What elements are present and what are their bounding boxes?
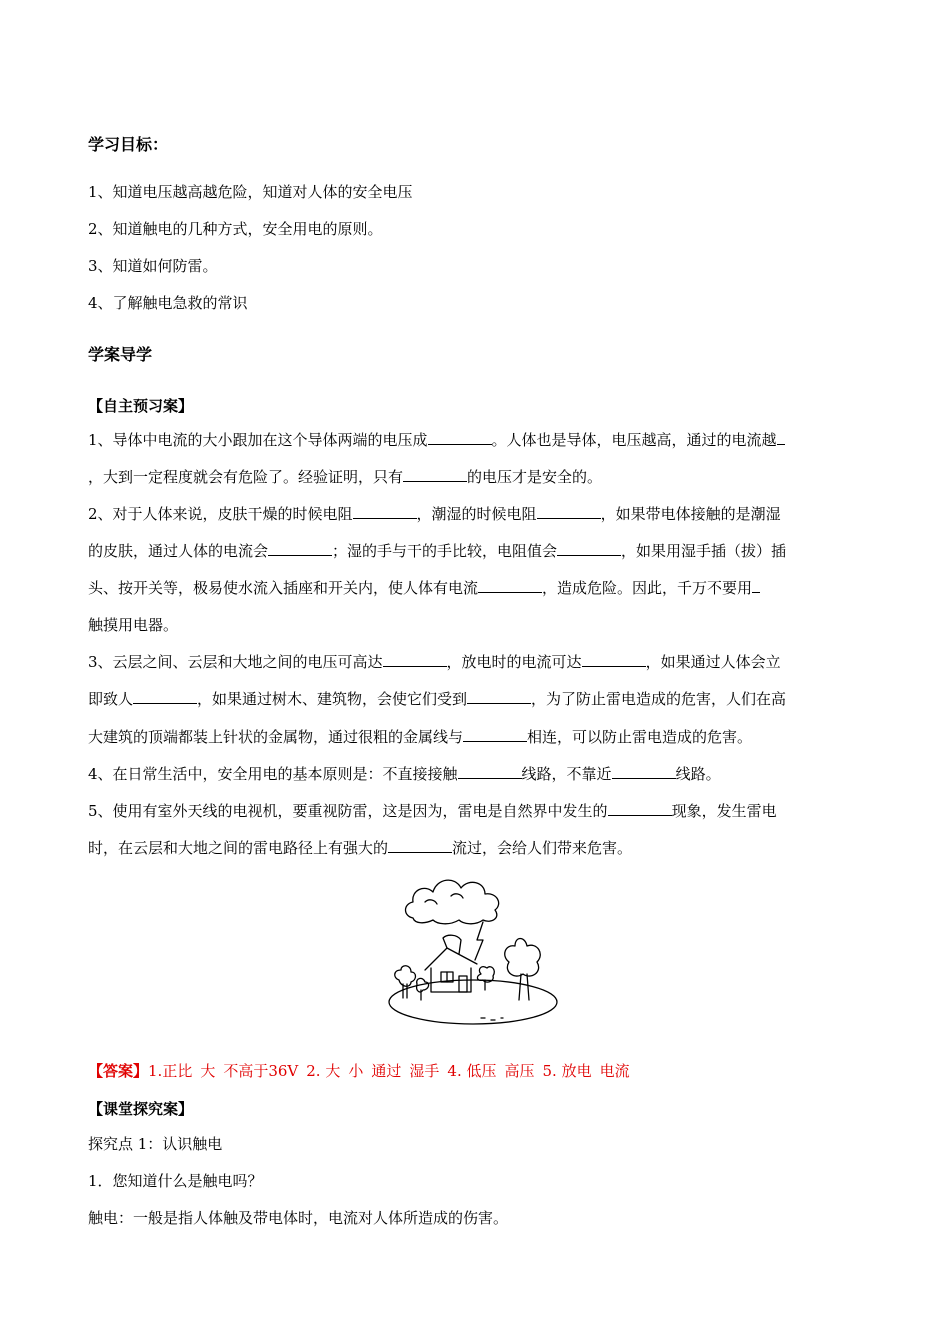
text: ，如果通过人体会立 [645,653,781,671]
answer-item: 4. 低压 [447,1062,497,1080]
text: ，大到一定程度就会有危险了。经验证明，只有 [88,468,404,486]
text: 5、使用有室外天线的电视机，要重视防雷，这是因为，雷电是自然界中发生的 [88,802,608,820]
text: 1、导体中电流的大小跟加在这个导体两端的电压成 [88,431,428,449]
preview-q2-line2 [88,541,786,561]
text: ；湿的手与干的手比较，电阻值会 [332,542,558,560]
tree-right [505,939,541,977]
classroom-definition: 触电：一般是指人体触及带电体时，电流对人体所造成的伤害。 [88,1209,509,1227]
preview-title: 【自主预习案】 [88,397,194,415]
preview-q3-line1 [88,652,781,672]
text: 大建筑的顶端都装上针状的金属物，通过很粗的金属线与 [88,728,464,746]
text: ，如果用湿手插（拔）插 [621,542,787,560]
answer-item: 5. 放电 [542,1062,592,1080]
text: 时，在云层和大地之间的雷电路径上有强大的 [88,839,389,857]
text: 4、在日常生活中，安全用电的基本原则是：不直接接触 [88,765,458,783]
preview-q5-line2 [88,838,632,858]
blank[interactable] [608,801,672,816]
blank[interactable] [612,764,676,779]
text: ，为了防止雷电造成的危害，人们在高 [531,690,787,708]
answer-item: 2. 大 [306,1062,341,1080]
preview-q2-line1 [88,504,781,524]
answer-item: 小 [348,1062,364,1080]
answer-label: 【答案】 [88,1062,149,1080]
text: 头、按开关等，极易使水流入插座和开关内，使人体有电流 [88,579,479,597]
objective-item-2: 2、知道触电的几种方式，安全用电的原则。 [88,220,383,238]
preview-q2-line4: 触摸用电器。 [88,616,179,634]
preview-q2-line3 [88,578,760,598]
text: ，如果通过树木、建筑物，会使它们受到 [197,690,468,708]
blank[interactable] [467,689,531,704]
preview-q1-line1 [88,430,785,450]
blank[interactable] [777,430,785,445]
blank[interactable] [388,838,452,853]
blank[interactable] [478,578,542,593]
blank[interactable] [537,504,601,519]
text: ，如果带电体接触的是潮湿 [600,505,781,523]
answer-item: 高压 [504,1062,535,1080]
blank[interactable] [268,541,332,556]
blank[interactable] [557,541,621,556]
classroom-title: 【课堂探究案】 [88,1100,194,1118]
blank[interactable] [428,430,492,445]
text: 相连，可以防止雷电造成的危害。 [527,728,753,746]
answer-item: 大 [200,1062,216,1080]
text: 即致人 [88,690,134,708]
blank[interactable] [383,652,447,667]
classroom-point1: 探究点 1：认识触电 [88,1135,223,1153]
blank[interactable] [463,727,527,742]
text: 现象，发生雷电 [671,802,777,820]
text: 2、对于人体来说，皮肤干燥的时候电阻 [88,505,353,523]
answer-item: 电流 [599,1062,630,1080]
text: 流过，会给人们带来危害。 [452,839,633,857]
answer-item: 湿手 [409,1062,440,1080]
text: 线路，不靠近 [521,765,612,783]
text: ，潮湿的时候电阻 [416,505,537,523]
blank[interactable] [458,764,522,779]
lightning-bolt [475,922,483,960]
text: 线路。 [675,765,721,783]
tree-left [395,966,416,987]
text: 。人体也是导体，电压越高，通过的电流越 [491,431,777,449]
cloud-outline [406,880,499,924]
preview-q3-line3 [88,727,752,747]
text: ，放电时的电流可达 [446,653,582,671]
answer-line [88,1060,638,1081]
answer-item: 1.正比 [148,1062,193,1080]
objective-item-4: 4、了解触电急救的常识 [88,294,248,312]
preview-q3-line2 [88,689,786,709]
classroom-q1: 1．您知道什么是触电吗？ [88,1172,263,1190]
ground [389,980,557,1024]
objectives-title: 学习目标： [88,135,169,154]
answer-item: 不高于36V [223,1062,299,1080]
objective-item-3: 3、知道如何防雷。 [88,257,218,275]
preview-q5-line1 [88,801,777,821]
blank[interactable] [582,652,646,667]
text: ，造成危险。因此，千万不要用 [542,579,753,597]
guide-title: 学案导学 [88,345,153,364]
blank[interactable] [752,578,760,593]
text: 3、云层之间、云层和大地之间的电压可高达 [88,653,383,671]
lightning-house-illustration [385,868,561,1028]
answer-item: 通过 [371,1062,402,1080]
preview-q4 [88,764,721,784]
blank[interactable] [403,467,467,482]
preview-q1-line2 [88,467,602,487]
text: 的皮肤，通过人体的电流会 [88,542,269,560]
blank[interactable] [133,689,197,704]
text: 的电压才是安全的。 [467,468,603,486]
objective-item-1: 1、知道电压越高越危险，知道对人体的安全电压 [88,183,413,201]
blank[interactable] [353,504,417,519]
